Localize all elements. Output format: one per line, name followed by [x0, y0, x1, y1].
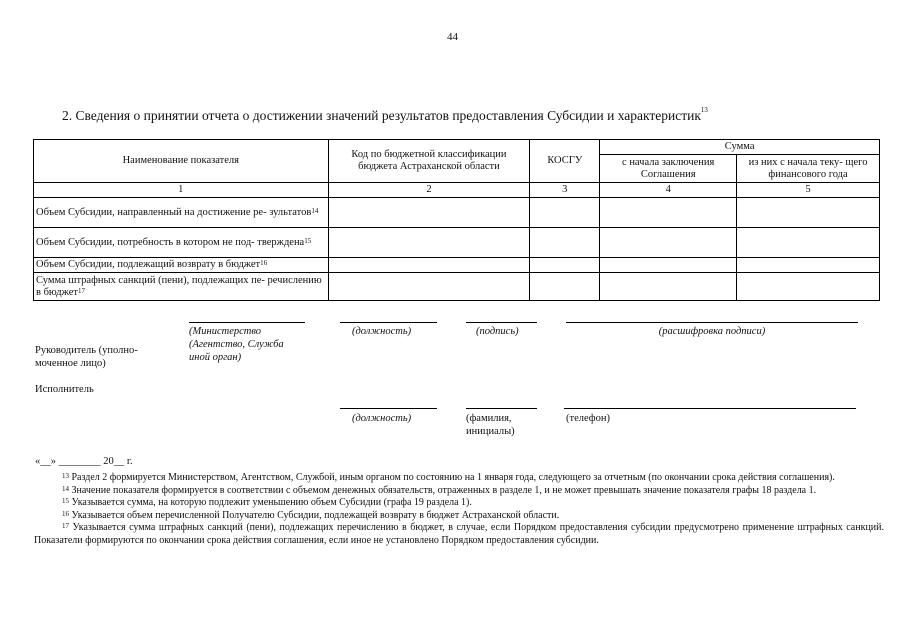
cell — [600, 228, 737, 258]
cell — [737, 273, 880, 301]
phone-caption: (телефон) — [566, 413, 610, 424]
table-row — [34, 258, 880, 273]
cell — [600, 198, 737, 228]
sign-caption: (подпись) — [476, 326, 519, 337]
row-label: Объем Субсидии, направленный на достижение ре- зультатов$^{14}$ — [34, 198, 329, 228]
row-label: Сумма штрафных санкций (пени), подлежащих пе- речислению в бюджет$^{17}$ — [34, 273, 329, 301]
cell — [737, 198, 880, 228]
col-number: 4 — [600, 183, 737, 198]
ministry-line — [189, 322, 305, 323]
position2-caption: (должность) — [352, 413, 412, 424]
col-number: 5 — [737, 183, 880, 198]
cell — [328, 198, 530, 228]
header-sum: Сумма — [600, 140, 880, 155]
date-line: «__» ________ 20__ г. — [35, 456, 133, 467]
header-kosgu: КОСГУ — [530, 140, 600, 183]
surname-caption: (фамилия, инициалы) — [466, 413, 515, 437]
position-caption: (должность) — [352, 326, 412, 337]
header-sum-from-start: с начала заключения Соглашения — [600, 155, 737, 183]
table-row — [34, 198, 880, 228]
col-number: 1 — [34, 183, 329, 198]
surname-line — [466, 408, 537, 409]
cell — [737, 258, 880, 273]
cell — [530, 258, 600, 273]
sign-line — [466, 322, 537, 323]
footnote: $^{15}$ Указывается сумма, на которую подлежит уменьшению объем Субсидии (графа 19 раздела 1). — [62, 497, 472, 508]
cell — [600, 273, 737, 301]
cell — [328, 273, 530, 301]
row-label: Объем Субсидии, подлежащий возврату в бюджет$^{16}$ — [34, 258, 329, 273]
footnote: $^{16}$ Указывается объем перечисленной Получателю Субсидии, подлежащей возврату в бюджет Астраханской области. — [62, 509, 560, 521]
table-row — [34, 273, 880, 301]
cell — [328, 258, 530, 273]
ministry-caption: (Министерство (Агентство, Служба иной орган) — [189, 326, 284, 363]
header-code: Код по бюджетной классификации бюджета Астраханской области — [328, 140, 530, 183]
phone-line — [564, 408, 856, 409]
position-line — [340, 322, 437, 323]
table-row — [34, 228, 880, 258]
position2-line — [340, 408, 437, 409]
decoding-caption: (расшифровка подписи) — [658, 326, 766, 337]
footnote: $^{13}$ Раздел 2 формируется Министерством, Агентством, Службой, иным органом по состоянию на 1 января года, следующего за отчетным (по окончании срока действия соглашения). — [62, 472, 835, 483]
col-number: 2 — [328, 183, 530, 198]
decoding-line — [566, 322, 858, 323]
cell — [530, 228, 600, 258]
header-sum-year: из них с начала теку- щего финансового года — [737, 155, 880, 183]
header-name: Наименование показателя — [34, 140, 329, 183]
cell — [530, 273, 600, 301]
footnote: $^{14}$ Значение показателя формируется в соответствии с объемом денежных обязательств, отраженных в разделе 1, и не может превышать значение показателя графы 18 раздела 1. — [62, 484, 817, 496]
page-number: 44 — [447, 31, 458, 43]
heading-text: 2. Сведения о принятии отчета о достижении значений результатов предоставления Субсидии и характеристик — [62, 108, 701, 123]
cell — [600, 258, 737, 273]
report-table — [33, 139, 880, 301]
executor-label: Исполнитель — [35, 384, 94, 395]
row-label: Объем Субсидии, потребность в котором не под- тверждена$^{15}$ — [34, 228, 329, 258]
cell — [328, 228, 530, 258]
cell — [737, 228, 880, 258]
col-number: 3 — [530, 183, 600, 198]
section-heading — [62, 108, 708, 124]
heading-footnote-ref: 13 — [700, 106, 708, 114]
footnote: $^{17}$ Указывается сумма штрафных санкций (пени), подлежащих перечислению в бюджет, в случае, если Порядком предоставления субсидии предусмотрено применение штрафных санкций. Показатели формируются по окончании срока действия соглашения, если иное не установлено Порядком предоставления субсидии. — [34, 522, 885, 546]
head-label: Руководитель (уполно- моченное лицо) — [35, 345, 138, 369]
footnotes — [34, 472, 884, 547]
cell — [530, 198, 600, 228]
